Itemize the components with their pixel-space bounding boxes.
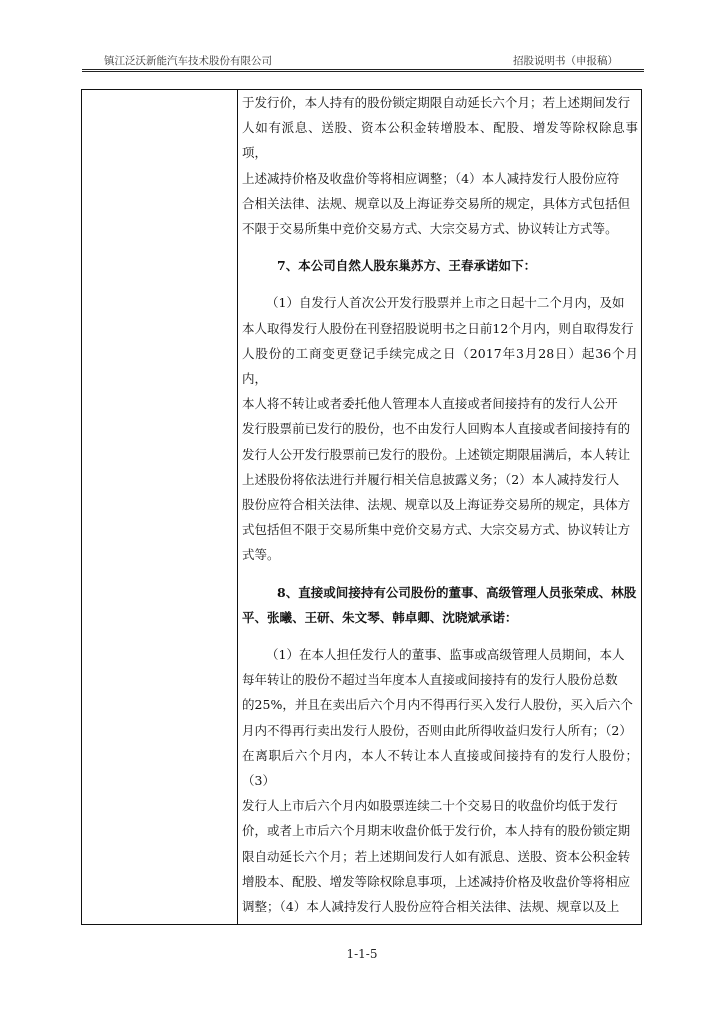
- text-line: 增股本、配股、增发等除权除息事项，上述减持价格及收盘价等将相应: [242, 873, 631, 889]
- section-heading-7: 7、本公司自然人股东巢苏方、王春承诺如下：: [277, 258, 537, 274]
- text-line: 调整；（4）本人减持发行人股份应符合相关法律、法规、规章以及上: [242, 899, 620, 915]
- commitment-content-cell: [242, 90, 638, 924]
- text-line: 在离职后六个月内，本人不转让本人直接或间接持有的发行人股份；（3）: [242, 747, 638, 789]
- paragraph-director-commitment: [242, 642, 638, 919]
- text-line: 发行人上市后六个月内如股票连续二十个交易日的收盘价均低于发行: [242, 798, 618, 814]
- text-line: 上述股份将依法进行并履行相关信息披露义务；（2）本人减持发行人: [242, 471, 620, 487]
- text-line: 人如有派息、送股、资本公积金转增股本、配股、增发等除权除息事项，: [242, 120, 638, 161]
- text-line: 本人取得发行人股份在刊登招股说明书之日前12个月内，则自取得发行: [242, 320, 634, 336]
- text-line: 发行人公开发行股票前已发行的股份。上述锁定期限届满后，本人转让: [242, 446, 631, 462]
- paragraph-gap: [242, 278, 638, 290]
- section-heading-8: [242, 580, 638, 630]
- heading-line: 8、直接或间接持有公司股份的董事、高级管理人员张荣成、林股: [277, 584, 637, 600]
- header-rule: [82, 69, 644, 70]
- text-line: 发行股票前已发行的股份，也不由发行人回购本人直接或者间接持有的: [242, 421, 631, 437]
- text-line: （1）在本人担任发行人的董事、监事或高级管理人员期间，本人: [266, 647, 625, 663]
- page-header: [82, 49, 644, 69]
- paragraph-gap: [242, 568, 638, 580]
- text-line: 价，或者上市后六个月期末收盘价低于发行价，本人持有的股份锁定期: [242, 823, 631, 839]
- text-line: （1）自发行人首次公开发行股票并上市之日起十二个月内，及如: [266, 295, 625, 311]
- paragraph-gap: [242, 241, 638, 253]
- text-line: 股份应符合相关法律、法规、规章以及上海证券交易所的规定，具体方: [242, 497, 631, 513]
- paragraph-gap: [242, 630, 638, 642]
- text-line: 于发行价，本人持有的股份锁定期限自动延长六个月；若上述期间发行: [242, 95, 631, 110]
- header-company-name: 镇江泛沃新能汽车技术股份有限公司: [104, 55, 272, 67]
- text-line: 每年转让的股份不超过当年度本人直接或间接持有的发行人股份总数: [242, 672, 618, 688]
- header-rule-double: [82, 71, 644, 72]
- column-divider: [237, 90, 238, 924]
- heading-line: 平、张曦、王研、朱文琴、韩卓卿、沈晓斌承诺：: [242, 609, 518, 625]
- page-number: 1-1-5: [346, 947, 378, 961]
- text-line: 的25%，并且在卖出后六个月内不得再行买入发行人股份，买入后六个: [242, 697, 633, 713]
- text-line: 上述减持价格及收盘价等将相应调整；（4）本人减持发行人股份应符: [242, 170, 620, 186]
- text-line: 本人将不转让或者委托他人管理本人直接或者间接持有的发行人公开: [242, 396, 618, 412]
- commitment-table: [81, 89, 642, 925]
- header-document-title: 招股说明书（申报稿）: [513, 55, 618, 67]
- text-line: 式包括但不限于交易所集中竞价交易方式、大宗交易方式、协议转让方: [242, 522, 631, 538]
- text-line: 人股份的工商变更登记手续完成之日（2017年3月28日）起36个月内，: [242, 345, 638, 387]
- paragraph-shareholder-commitment: [242, 290, 638, 567]
- text-line: 月内不得再行卖出发行人股份，否则由此所得收益归发行人所有；（2）: [242, 722, 632, 738]
- text-line: 不限于交易所集中竞价交易方式、大宗交易方式、协议转让方式等。: [242, 221, 618, 237]
- text-line: 合相关法律、法规、规章以及上海证券交易所的规定，具体方式包括但: [242, 195, 631, 211]
- text-line: 式等。: [242, 547, 280, 563]
- text-line: 限自动延长六个月；若上述期间发行人如有派息、送股、资本公积金转: [242, 848, 631, 864]
- paragraph-continued: [242, 90, 638, 241]
